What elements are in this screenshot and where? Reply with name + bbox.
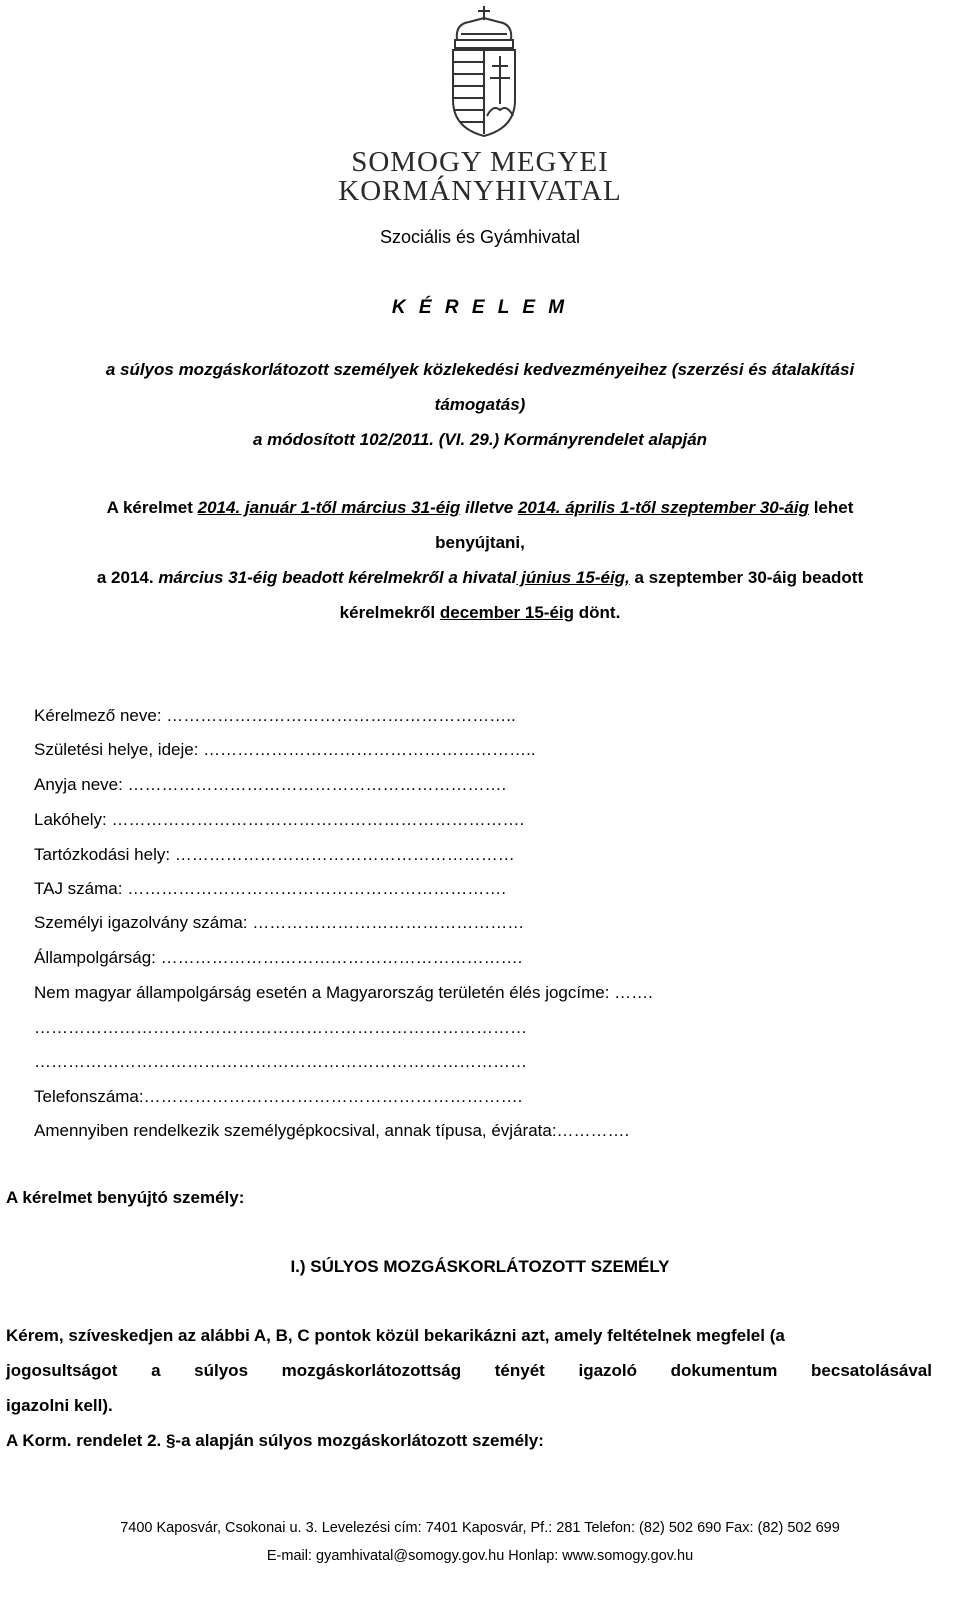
deadline-line1 bbox=[0, 498, 960, 518]
deadline-period1: 2014. január 1-től március 31-éig bbox=[197, 498, 461, 517]
field-id-card-number[interactable]: Személyi igazolvány száma: ………………………………………… bbox=[34, 913, 525, 932]
field-residence-title-cont2[interactable]: …………………………………………………………………………… bbox=[34, 1052, 527, 1071]
deadline-line3 bbox=[0, 568, 960, 588]
deadline-text: dönt. bbox=[574, 603, 621, 622]
deadline-text: A kérelmet bbox=[106, 498, 198, 517]
field-car-type-year[interactable]: Amennyiben rendelkezik személygépkocsival, annak típusa, évjárata:…………. bbox=[34, 1121, 630, 1140]
coat-of-arms-icon bbox=[445, 4, 523, 138]
field-taj-number[interactable]: TAJ száma: …………………………………………………………. bbox=[34, 879, 506, 898]
decision-date2: december 15-éig bbox=[439, 603, 575, 622]
deadline-text: március 31-éig beadott kérelmekről a hivatal bbox=[158, 568, 517, 587]
instruction-line1: Kérem, szíveskedjen az alábbi A, B, C pontok közül bekarikázni azt, amely feltételnek megfelel (a bbox=[6, 1326, 785, 1345]
deadline-line4 bbox=[0, 603, 960, 623]
field-residence[interactable]: Lakóhely: ………………………………………………………………. bbox=[34, 810, 525, 829]
field-residence-title[interactable]: Nem magyar állampolgárság esetén a Magyarország területén élés jogcíme: ……. bbox=[34, 983, 653, 1002]
instruction-line2: jogosultságot a súlyos mozgáskorlátozottság tényét igazoló dokumentum becsatolásával bbox=[6, 1361, 932, 1380]
deadline-text: lehet bbox=[808, 498, 854, 517]
deadline-text: illetve bbox=[460, 498, 518, 517]
field-residence-title-cont1[interactable]: …………………………………………………………………………… bbox=[34, 1018, 527, 1037]
instruction-line3: igazolni kell). bbox=[6, 1396, 113, 1415]
deadline-text: kérelmekről bbox=[339, 603, 440, 622]
subtitle-line2: támogatás) bbox=[434, 395, 526, 414]
subtitle-line1: a súlyos mozgáskorlátozott személyek közlekedési kedvezményeihez (szerzési és átalakítási bbox=[105, 360, 855, 379]
deadline-line2: benyújtani, bbox=[435, 533, 525, 552]
subtitle-line3: a módosított 102/2011. (VI. 29.) Kormányrendelet alapján bbox=[252, 430, 708, 449]
organization-name-line2: KORMÁNYHIVATAL bbox=[338, 175, 622, 207]
footer-contact: E-mail: gyamhivatal@somogy.gov.hu Honlap: www.somogy.gov.hu bbox=[266, 1548, 694, 1564]
rule-line: A Korm. rendelet 2. §-a alapján súlyos mozgáskorlátozott személy: bbox=[6, 1431, 544, 1450]
applicant-heading: A kérelmet benyújtó személy: bbox=[6, 1188, 245, 1207]
field-stay-address[interactable]: Tartózkodási hely: …………………………………………………… bbox=[34, 845, 515, 864]
organization-name-line1: SOMOGY MEGYEI bbox=[351, 146, 609, 178]
field-mother-name[interactable]: Anyja neve: …………………………………………………………. bbox=[34, 775, 507, 794]
office-name: Szociális és Gyámhivatal bbox=[379, 227, 581, 247]
footer-address: 7400 Kaposvár, Csokonai u. 3. Levelezési cím: 7401 Kaposvár, Pf.: 281 Telefon: (82) 502 690 Fax: (82) 502 699 bbox=[120, 1520, 840, 1536]
deadline-text: a 2014. bbox=[96, 568, 159, 587]
section-heading: I.) SÚLYOS MOZGÁSKORLÁTOZOTT SZEMÉLY bbox=[290, 1257, 670, 1276]
field-birth-place-date[interactable]: Születési helye, ideje: ………………………………………………….. bbox=[34, 740, 536, 759]
field-phone[interactable]: Telefonszáma:…………………………………………………………. bbox=[34, 1087, 523, 1106]
document-title: K É R E L E M bbox=[391, 297, 569, 318]
deadline-period2: 2014. április 1-től szeptember 30-áig bbox=[517, 498, 809, 517]
decision-date1: június 15-éig, bbox=[516, 568, 630, 587]
deadline-text: a szeptember 30-áig beadott bbox=[629, 568, 864, 587]
field-citizenship[interactable]: Állampolgárság: ………………………………………………………. bbox=[34, 948, 523, 967]
field-applicant-name[interactable]: Kérelmező neve: …………………………………………………….. bbox=[34, 706, 516, 725]
